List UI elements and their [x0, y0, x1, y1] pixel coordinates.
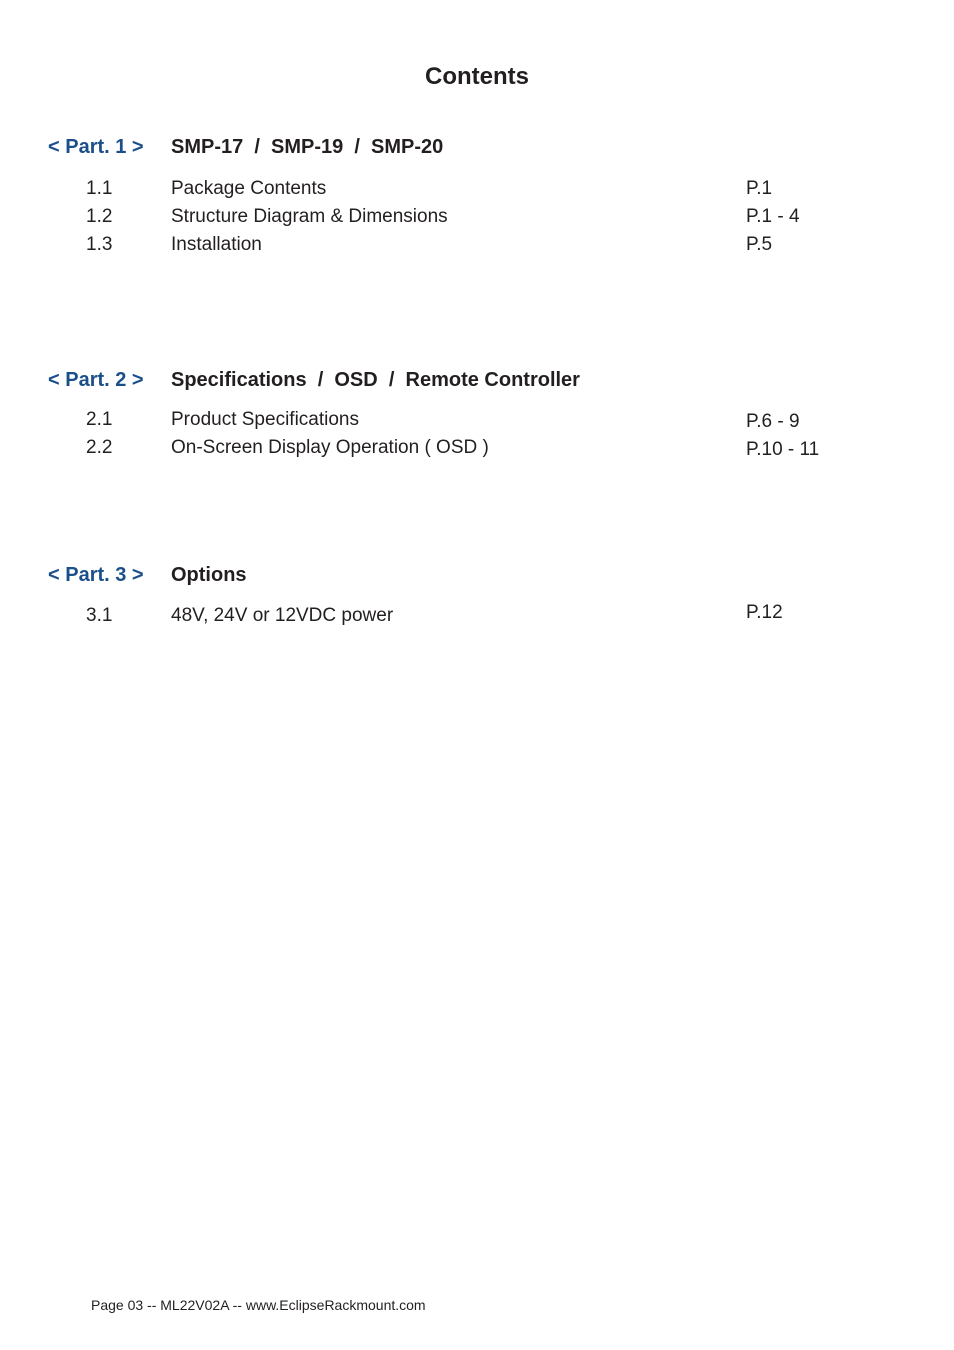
toc-entry-text: 48V, 24V or 12VDC power	[171, 605, 394, 626]
toc-entry-number: 2.1	[86, 409, 113, 430]
toc-entry-page: P.12	[746, 602, 783, 623]
toc-entry-page: P.1	[746, 178, 773, 199]
toc-entry-number: 1.3	[86, 234, 113, 255]
toc-entry[interactable]	[0, 407, 954, 433]
part-label: < Part. 3 >	[48, 564, 144, 586]
page-footer: Page 03 -- ML22V02A -- www.EclipseRackmount.com	[91, 1297, 426, 1313]
part-title: Options	[171, 564, 247, 586]
toc-entry[interactable]	[0, 176, 954, 202]
toc-entry[interactable]	[0, 603, 954, 629]
toc-entry-page: P.1 - 4	[746, 206, 800, 227]
toc-entry-text: Structure Diagram & Dimensions	[171, 206, 448, 227]
toc-entry[interactable]	[0, 204, 954, 230]
toc-entry-text: On-Screen Display Operation ( OSD )	[171, 437, 489, 458]
page-title: Contents	[425, 63, 529, 90]
toc-entry-page: P.10 - 11	[746, 439, 820, 460]
part-label: < Part. 1 >	[48, 136, 144, 158]
toc-entry-number: 3.1	[86, 605, 113, 626]
toc-entry[interactable]	[0, 232, 954, 258]
toc-entry-text: Installation	[171, 234, 262, 255]
toc-entry-text: Package Contents	[171, 178, 327, 199]
toc-entry-text: Product Specifications	[171, 409, 359, 430]
toc-entry-number: 2.2	[86, 437, 113, 458]
toc-entry[interactable]	[0, 435, 954, 461]
toc-entry-page: P.5	[746, 234, 773, 255]
toc-entry-number: 1.1	[86, 178, 113, 199]
part-title: Specifications / OSD / Remote Controller	[171, 369, 580, 391]
toc-entry-page: P.6 - 9	[746, 411, 800, 432]
toc-entry-number: 1.2	[86, 206, 113, 227]
part-title: SMP-17 / SMP-19 / SMP-20	[171, 136, 444, 158]
part-label: < Part. 2 >	[48, 369, 144, 391]
